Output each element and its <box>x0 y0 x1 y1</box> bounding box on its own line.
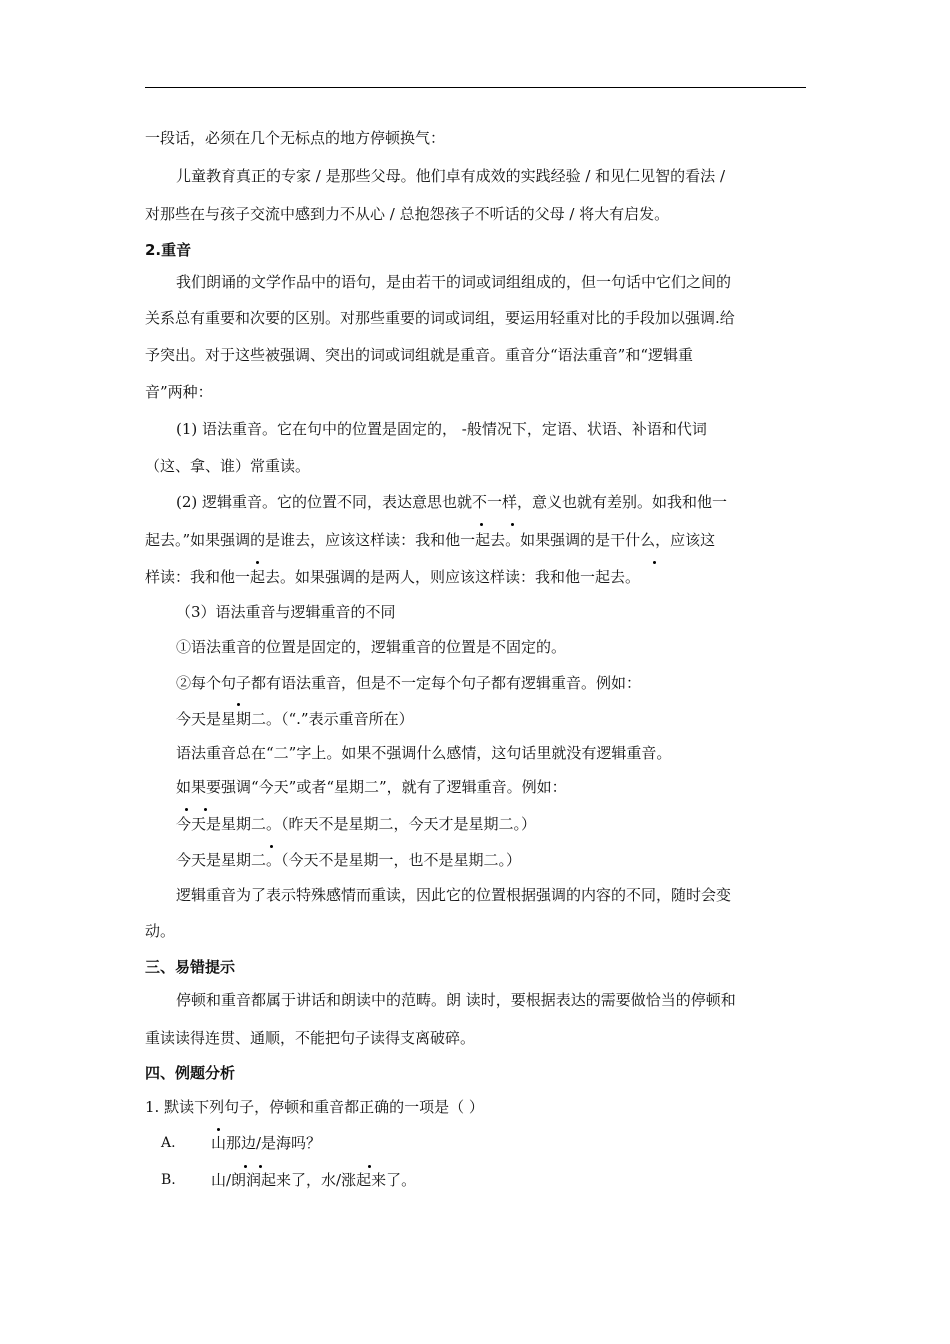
stress-dot <box>270 845 273 848</box>
paragraph-line: 重读读得连贯、通顺，不能把句子读得支离破碎。 <box>145 1029 476 1047</box>
stress-dot <box>480 523 483 526</box>
paragraph-line: 音”两种： <box>145 383 213 401</box>
paragraph-line: 一段话，必须在几个无标点的地方停顿换气： <box>145 129 446 147</box>
option-text: 山那边/是海吗？ <box>211 1134 322 1152</box>
paragraph-line: 样读：我和他一起去。如果强调的是两人，则应该这样读：我和他一起去。 <box>145 568 641 586</box>
paragraph-line: 如果要强调“今天”或者“星期二”，就有了逻辑重音。例如： <box>176 778 567 796</box>
paragraph-line: 语法重音总在“二”字上。如果不强调什么感情，这句话里就没有逻辑重音。 <box>176 744 672 762</box>
stress-dot <box>256 561 259 564</box>
stress-dot <box>237 703 240 706</box>
section-heading: 四、例题分析 <box>145 1064 236 1082</box>
section-heading: 三、易错提示 <box>145 958 236 976</box>
option-letter: A. <box>161 1135 176 1151</box>
stress-dot <box>217 1128 220 1131</box>
paragraph-line: 今天是星期二。（“.”表示重音所在） <box>176 710 414 728</box>
stress-dot <box>185 808 188 811</box>
paragraph-line: 今天是星期二。（昨天不是星期二，今天才是星期二。） <box>176 815 537 833</box>
paragraph-line: 停顿和重音都属于讲话和朗读中的范畴。朗 读时，要根据表达的需要做恰当的停顿和 <box>176 991 736 1009</box>
paragraph-line: 对那些在与孩子交流中感到力不从心 / 总抱怨孩子不听话的父母 / 将大有启发。 <box>145 205 670 223</box>
paragraph-line: ②每个句子都有语法重音，但是不一定每个句子都有逻辑重音。例如： <box>176 674 642 692</box>
stress-dot <box>511 523 514 526</box>
paragraph-line: （这、拿、谁）常重读。 <box>145 457 311 475</box>
paragraph-line: (2) 逻辑重音。它的位置不同，表达意思也就不一样，意义也就有差别。如我和他一 <box>176 493 728 511</box>
stress-dot <box>259 1165 262 1168</box>
stress-dot <box>653 561 656 564</box>
section-heading: 2.重音 <box>145 241 192 259</box>
paragraph-line: 起去。”如果强调的是谁去，应该这样读：我和他一起去。如果强调的是干什么，应该这 <box>145 531 716 549</box>
stress-dot <box>244 1165 247 1168</box>
paragraph-line: 动。 <box>145 922 176 940</box>
paragraph-line: 关系总有重要和次要的区别。对那些重要的词或词组，要运用轻重对比的手段加以强调.给 <box>145 309 735 327</box>
paragraph-line: （3）语法重音与逻辑重音的不同 <box>176 603 396 621</box>
option-letter: B. <box>161 1172 176 1188</box>
paragraph-line: 今天是星期二。（今天不是星期一，也不是星期二。） <box>176 851 522 869</box>
header-rule <box>145 87 806 88</box>
paragraph-line: 予突出。对于这些被强调、突出的词或词组就是重音。重音分“语法重音”和“逻辑重 <box>145 346 694 364</box>
paragraph-line: ①语法重音的位置是固定的，逻辑重音的位置是不固定的。 <box>176 638 567 656</box>
paragraph-line: 逻辑重音为了表示特殊感情而重读，因此它的位置根据强调的内容的不同，随时会变 <box>176 886 732 904</box>
stress-dot <box>204 808 207 811</box>
paragraph-line: 我们朗诵的文学作品中的语句，是由若干的词或词组组成的，但一句话中它们之间的 <box>176 273 732 291</box>
question-line: 1. 默读下列句子，停顿和重音都正确的一项是（ ） <box>145 1098 484 1116</box>
paragraph-line: (1) 语法重音。它在句中的位置是固定的， -般情况下，定语、状语、补语和代词 <box>176 420 707 438</box>
option-text: 山/朗润起来了，水/涨起来了。 <box>211 1171 417 1189</box>
paragraph-line: 儿童教育真正的专家 / 是那些父母。他们卓有成效的实践经验 / 和见仁见智的看法 / <box>176 167 726 185</box>
stress-dot <box>368 1165 371 1168</box>
